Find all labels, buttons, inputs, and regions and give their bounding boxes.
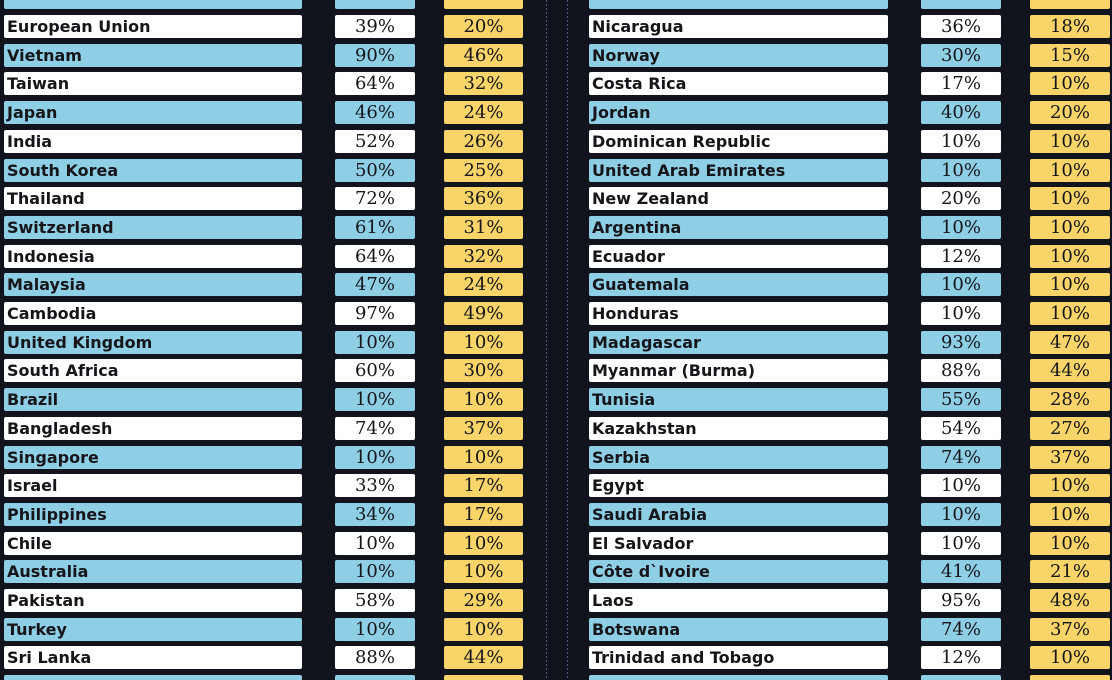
right-country-cell: Laos bbox=[589, 589, 888, 612]
right-country-cell: Egypt bbox=[589, 474, 888, 497]
right-reciprocal-tariff-cell: 47% bbox=[1030, 331, 1110, 354]
right-cutoff-row-cell bbox=[1030, 675, 1110, 680]
right-country-cell: Madagascar bbox=[589, 331, 888, 354]
right-country-cell: Guatemala bbox=[589, 273, 888, 296]
right-cutoff-row-cell bbox=[589, 675, 888, 680]
right-charged-tariff-cell: 10% bbox=[921, 503, 1001, 526]
left-charged-tariff-cell: 10% bbox=[335, 446, 415, 469]
left-country-cell: Pakistan bbox=[4, 589, 302, 612]
left-country-cell: Indonesia bbox=[4, 245, 302, 268]
left-country-cell: Japan bbox=[4, 101, 302, 124]
left-reciprocal-tariff-cell: 10% bbox=[444, 618, 523, 641]
left-reciprocal-tariff-cell: 32% bbox=[444, 245, 523, 268]
right-charged-tariff-cell: 10% bbox=[921, 302, 1001, 325]
right-reciprocal-tariff-cell: 10% bbox=[1030, 646, 1110, 669]
left-country-cell: Sri Lanka bbox=[4, 646, 302, 669]
right-country-cell: United Arab Emirates bbox=[589, 159, 888, 182]
right-country-cell: Costa Rica bbox=[589, 72, 888, 95]
left-country-cell: Vietnam bbox=[4, 44, 302, 67]
left-cutoff-row-cell bbox=[444, 675, 523, 680]
left-reciprocal-tariff-cell: 25% bbox=[444, 159, 523, 182]
left-country-cell: European Union bbox=[4, 15, 302, 38]
right-country-cell: Myanmar (Burma) bbox=[589, 359, 888, 382]
left-charged-tariff-cell: 64% bbox=[335, 72, 415, 95]
left-reciprocal-tariff-cell: 36% bbox=[444, 187, 523, 210]
right-charged-tariff-cell: 17% bbox=[921, 72, 1001, 95]
right-reciprocal-tariff-cell: 10% bbox=[1030, 159, 1110, 182]
right-cutoff-row-cell bbox=[589, 0, 888, 9]
left-reciprocal-tariff-cell: 31% bbox=[444, 216, 523, 239]
right-country-cell: Trinidad and Tobago bbox=[589, 646, 888, 669]
right-charged-tariff-cell: 10% bbox=[921, 216, 1001, 239]
right-reciprocal-tariff-cell: 10% bbox=[1030, 187, 1110, 210]
left-charged-tariff-cell: 74% bbox=[335, 417, 415, 440]
left-country-cell: Switzerland bbox=[4, 216, 302, 239]
left-country-cell: Taiwan bbox=[4, 72, 302, 95]
right-cutoff-row-cell bbox=[921, 0, 1001, 9]
right-country-cell: Nicaragua bbox=[589, 15, 888, 38]
left-reciprocal-tariff-cell: 29% bbox=[444, 589, 523, 612]
right-reciprocal-tariff-cell: 10% bbox=[1030, 245, 1110, 268]
left-country-cell: Chile bbox=[4, 532, 302, 555]
right-reciprocal-tariff-cell: 10% bbox=[1030, 273, 1110, 296]
right-reciprocal-tariff-cell: 15% bbox=[1030, 44, 1110, 67]
right-country-cell: Kazakhstan bbox=[589, 417, 888, 440]
left-country-cell: Philippines bbox=[4, 503, 302, 526]
left-country-cell: Israel bbox=[4, 474, 302, 497]
right-reciprocal-tariff-cell: 10% bbox=[1030, 302, 1110, 325]
left-charged-tariff-cell: 97% bbox=[335, 302, 415, 325]
left-country-cell: Bangladesh bbox=[4, 417, 302, 440]
left-charged-tariff-cell: 33% bbox=[335, 474, 415, 497]
left-cutoff-row-cell bbox=[444, 0, 523, 9]
left-reciprocal-tariff-cell: 32% bbox=[444, 72, 523, 95]
right-charged-tariff-cell: 55% bbox=[921, 388, 1001, 411]
right-reciprocal-tariff-cell: 10% bbox=[1030, 216, 1110, 239]
left-reciprocal-tariff-cell: 37% bbox=[444, 417, 523, 440]
right-reciprocal-tariff-cell: 28% bbox=[1030, 388, 1110, 411]
left-country-cell: India bbox=[4, 130, 302, 153]
right-reciprocal-tariff-cell: 48% bbox=[1030, 589, 1110, 612]
left-charged-tariff-cell: 50% bbox=[335, 159, 415, 182]
left-charged-tariff-cell: 46% bbox=[335, 101, 415, 124]
left-reciprocal-tariff-cell: 26% bbox=[444, 130, 523, 153]
right-country-cell: New Zealand bbox=[589, 187, 888, 210]
right-reciprocal-tariff-cell: 27% bbox=[1030, 417, 1110, 440]
left-country-cell: South Korea bbox=[4, 159, 302, 182]
left-country-cell: Turkey bbox=[4, 618, 302, 641]
right-charged-tariff-cell: 20% bbox=[921, 187, 1001, 210]
right-charged-tariff-cell: 88% bbox=[921, 359, 1001, 382]
left-charged-tariff-cell: 72% bbox=[335, 187, 415, 210]
right-charged-tariff-cell: 74% bbox=[921, 446, 1001, 469]
right-reciprocal-tariff-cell: 10% bbox=[1030, 474, 1110, 497]
right-charged-tariff-cell: 54% bbox=[921, 417, 1001, 440]
left-reciprocal-tariff-cell: 30% bbox=[444, 359, 523, 382]
left-country-cell: Cambodia bbox=[4, 302, 302, 325]
right-charged-tariff-cell: 30% bbox=[921, 44, 1001, 67]
right-charged-tariff-cell: 95% bbox=[921, 589, 1001, 612]
left-charged-tariff-cell: 39% bbox=[335, 15, 415, 38]
right-reciprocal-tariff-cell: 44% bbox=[1030, 359, 1110, 382]
left-reciprocal-tariff-cell: 10% bbox=[444, 532, 523, 555]
right-reciprocal-tariff-cell: 18% bbox=[1030, 15, 1110, 38]
right-country-cell: Dominican Republic bbox=[589, 130, 888, 153]
right-reciprocal-tariff-cell: 37% bbox=[1030, 618, 1110, 641]
left-charged-tariff-cell: 10% bbox=[335, 388, 415, 411]
left-reciprocal-tariff-cell: 17% bbox=[444, 503, 523, 526]
right-charged-tariff-cell: 10% bbox=[921, 474, 1001, 497]
left-charged-tariff-cell: 60% bbox=[335, 359, 415, 382]
right-reciprocal-tariff-cell: 37% bbox=[1030, 446, 1110, 469]
left-country-cell: Australia bbox=[4, 560, 302, 583]
left-reciprocal-tariff-cell: 20% bbox=[444, 15, 523, 38]
left-reciprocal-tariff-cell: 17% bbox=[444, 474, 523, 497]
left-cutoff-row-cell bbox=[335, 675, 415, 680]
right-country-cell: Serbia bbox=[589, 446, 888, 469]
right-country-cell: Botswana bbox=[589, 618, 888, 641]
right-reciprocal-tariff-cell: 20% bbox=[1030, 101, 1110, 124]
left-charged-tariff-cell: 90% bbox=[335, 44, 415, 67]
left-reciprocal-tariff-cell: 44% bbox=[444, 646, 523, 669]
right-charged-tariff-cell: 12% bbox=[921, 646, 1001, 669]
left-charged-tariff-cell: 52% bbox=[335, 130, 415, 153]
right-charged-tariff-cell: 10% bbox=[921, 130, 1001, 153]
left-reciprocal-tariff-cell: 10% bbox=[444, 331, 523, 354]
right-country-cell: El Salvador bbox=[589, 532, 888, 555]
table-divider-right bbox=[567, 0, 568, 680]
left-reciprocal-tariff-cell: 24% bbox=[444, 273, 523, 296]
left-charged-tariff-cell: 61% bbox=[335, 216, 415, 239]
right-charged-tariff-cell: 74% bbox=[921, 618, 1001, 641]
left-country-cell: Brazil bbox=[4, 388, 302, 411]
right-charged-tariff-cell: 10% bbox=[921, 159, 1001, 182]
left-country-cell: Malaysia bbox=[4, 273, 302, 296]
right-charged-tariff-cell: 93% bbox=[921, 331, 1001, 354]
right-country-cell: Honduras bbox=[589, 302, 888, 325]
left-charged-tariff-cell: 47% bbox=[335, 273, 415, 296]
right-reciprocal-tariff-cell: 21% bbox=[1030, 560, 1110, 583]
table-divider-left bbox=[546, 0, 547, 680]
left-cutoff-row-cell bbox=[4, 0, 302, 9]
right-charged-tariff-cell: 12% bbox=[921, 245, 1001, 268]
left-country-cell: Singapore bbox=[4, 446, 302, 469]
right-charged-tariff-cell: 41% bbox=[921, 560, 1001, 583]
left-reciprocal-tariff-cell: 10% bbox=[444, 388, 523, 411]
right-reciprocal-tariff-cell: 10% bbox=[1030, 130, 1110, 153]
right-country-cell: Ecuador bbox=[589, 245, 888, 268]
right-country-cell: Côte d`Ivoire bbox=[589, 560, 888, 583]
left-reciprocal-tariff-cell: 10% bbox=[444, 446, 523, 469]
right-country-cell: Saudi Arabia bbox=[589, 503, 888, 526]
left-country-cell: Thailand bbox=[4, 187, 302, 210]
left-charged-tariff-cell: 10% bbox=[335, 532, 415, 555]
right-country-cell: Jordan bbox=[589, 101, 888, 124]
left-cutoff-row-cell bbox=[335, 0, 415, 9]
right-country-cell: Tunisia bbox=[589, 388, 888, 411]
right-charged-tariff-cell: 10% bbox=[921, 532, 1001, 555]
left-charged-tariff-cell: 10% bbox=[335, 618, 415, 641]
left-charged-tariff-cell: 58% bbox=[335, 589, 415, 612]
left-charged-tariff-cell: 10% bbox=[335, 560, 415, 583]
right-country-cell: Argentina bbox=[589, 216, 888, 239]
left-country-cell: United Kingdom bbox=[4, 331, 302, 354]
left-charged-tariff-cell: 34% bbox=[335, 503, 415, 526]
left-country-cell: South Africa bbox=[4, 359, 302, 382]
right-reciprocal-tariff-cell: 10% bbox=[1030, 532, 1110, 555]
left-reciprocal-tariff-cell: 10% bbox=[444, 560, 523, 583]
right-country-cell: Norway bbox=[589, 44, 888, 67]
left-reciprocal-tariff-cell: 49% bbox=[444, 302, 523, 325]
right-charged-tariff-cell: 10% bbox=[921, 273, 1001, 296]
left-charged-tariff-cell: 10% bbox=[335, 331, 415, 354]
right-cutoff-row-cell bbox=[921, 675, 1001, 680]
left-charged-tariff-cell: 64% bbox=[335, 245, 415, 268]
right-charged-tariff-cell: 36% bbox=[921, 15, 1001, 38]
left-reciprocal-tariff-cell: 24% bbox=[444, 101, 523, 124]
left-reciprocal-tariff-cell: 46% bbox=[444, 44, 523, 67]
right-reciprocal-tariff-cell: 10% bbox=[1030, 72, 1110, 95]
right-charged-tariff-cell: 40% bbox=[921, 101, 1001, 124]
left-cutoff-row-cell bbox=[4, 675, 302, 680]
right-cutoff-row-cell bbox=[1030, 0, 1110, 9]
right-reciprocal-tariff-cell: 10% bbox=[1030, 503, 1110, 526]
left-charged-tariff-cell: 88% bbox=[335, 646, 415, 669]
